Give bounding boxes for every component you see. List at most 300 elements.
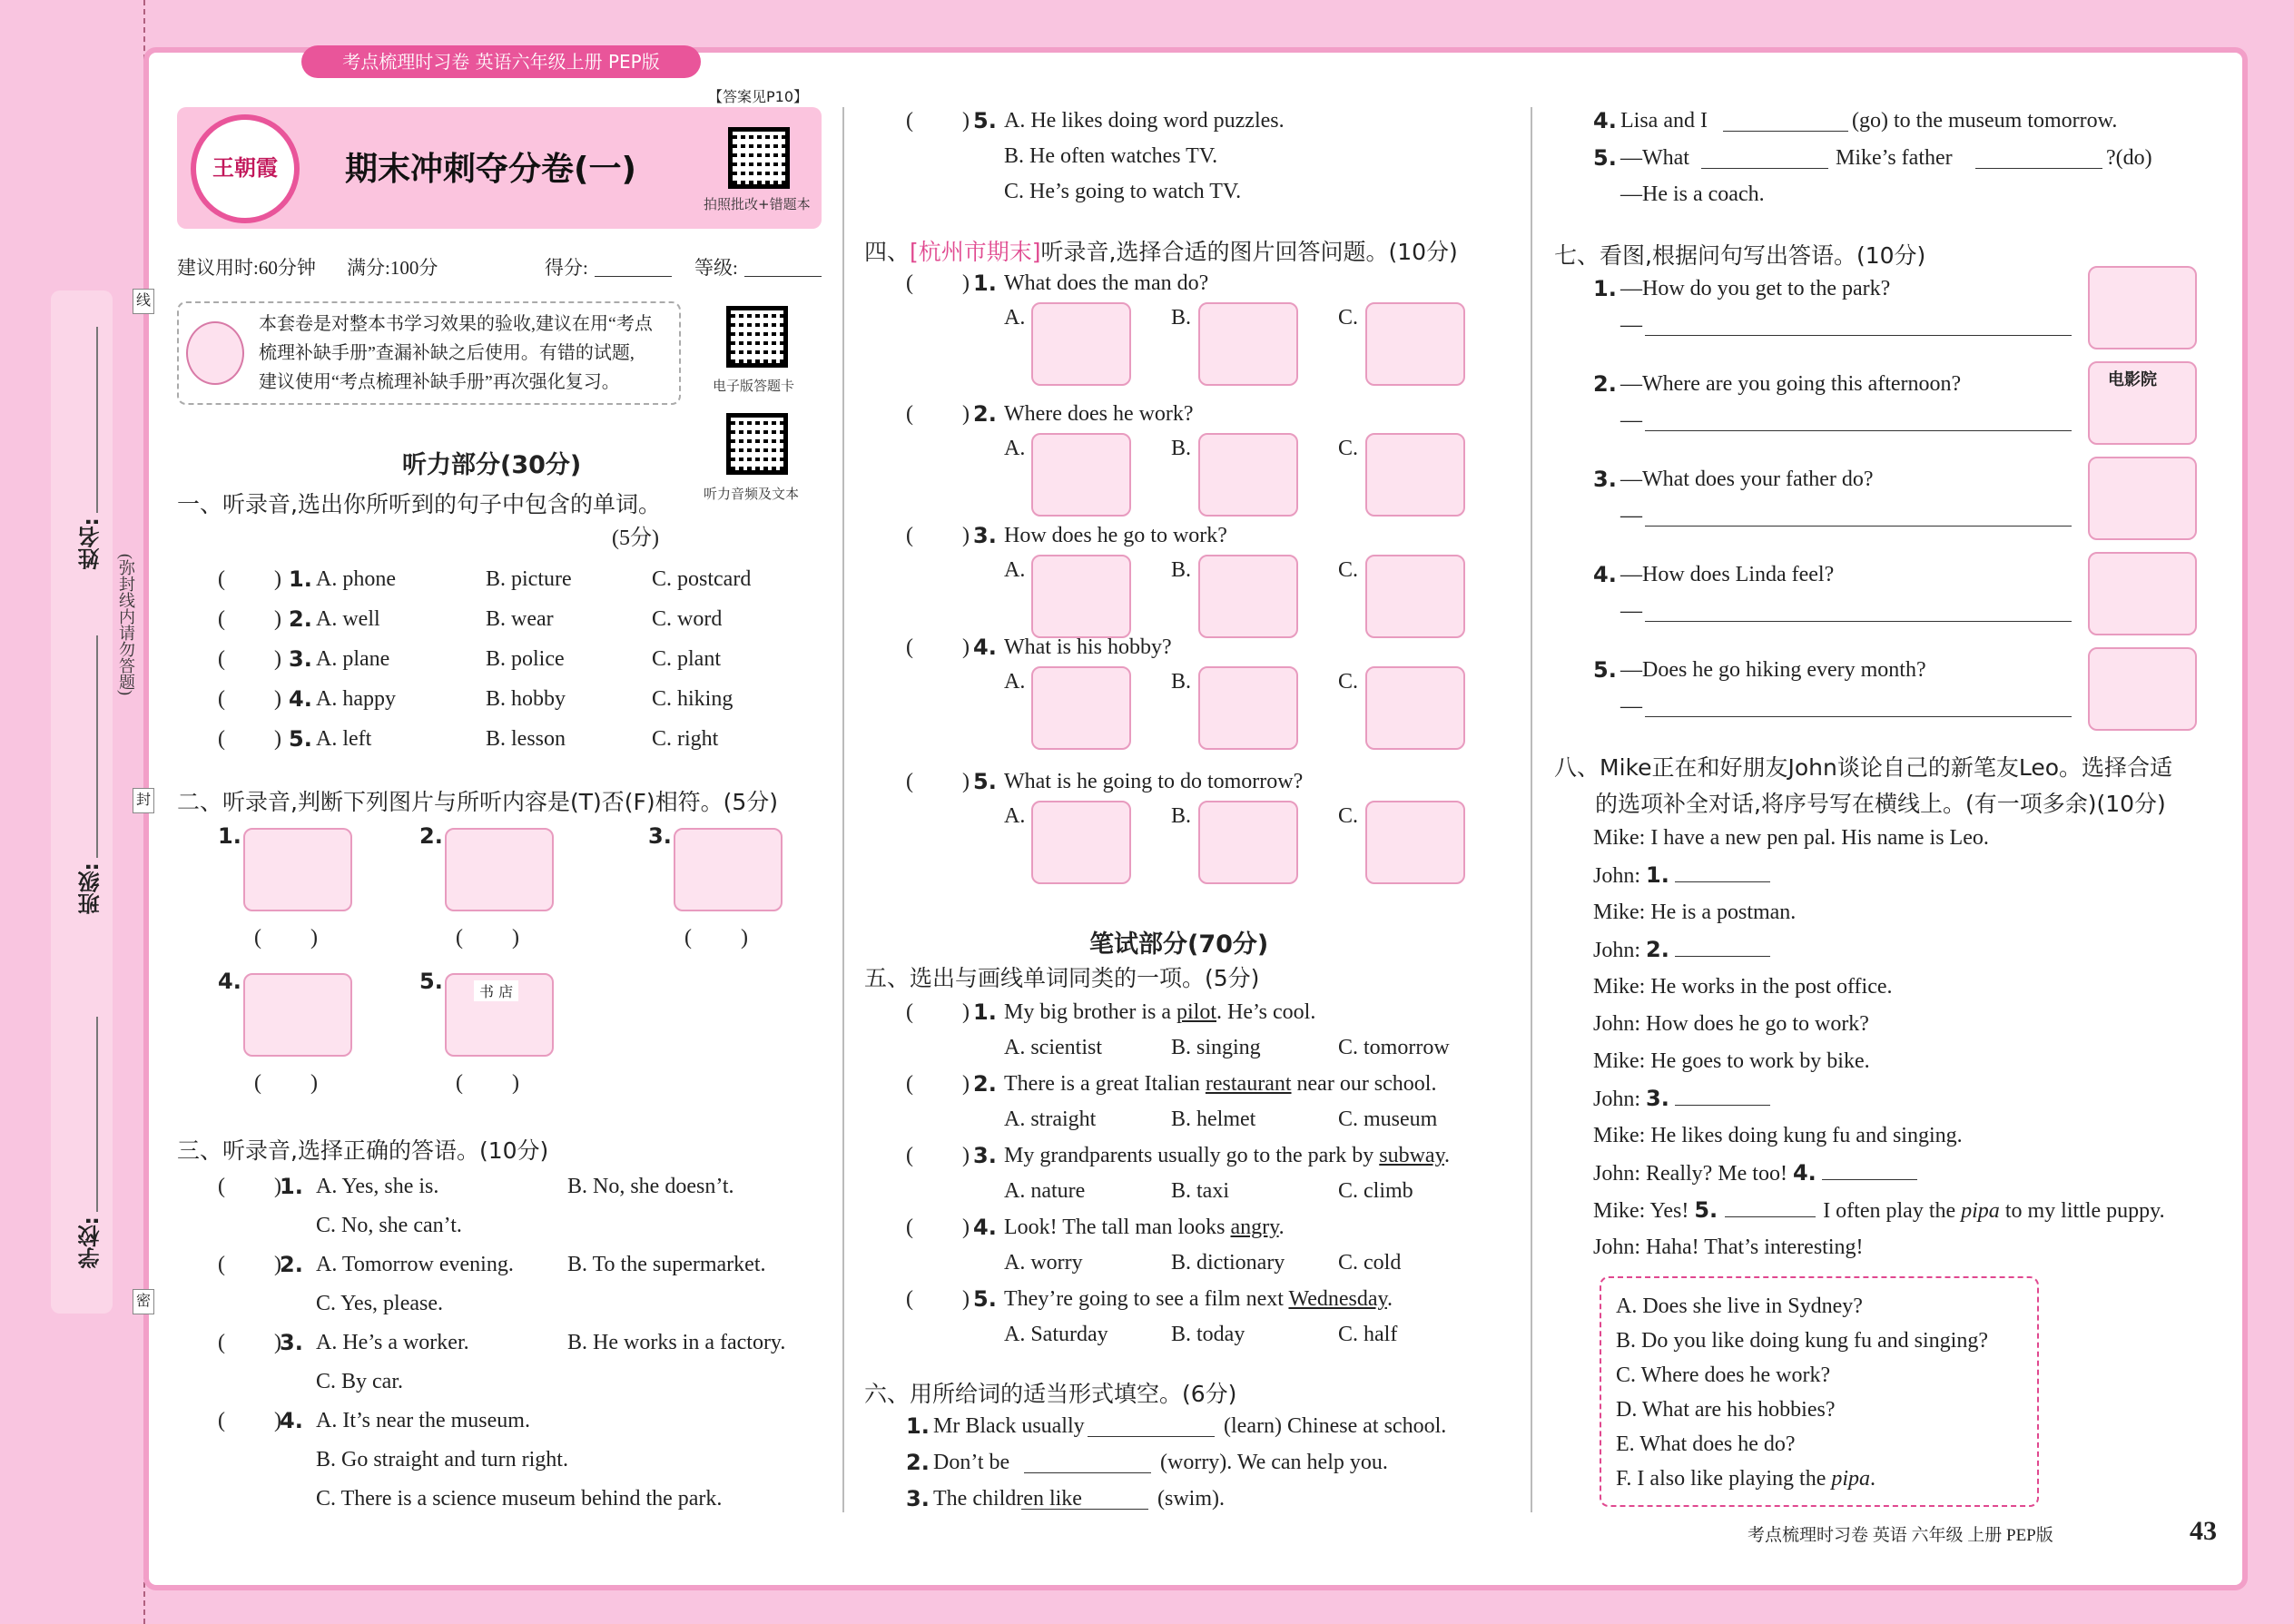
option-item: A. Does she live in Sydney? xyxy=(1616,1294,1863,1318)
qr-caption-answer-card: 电子版答题卡 xyxy=(713,378,795,394)
question-tail: (swim). xyxy=(1157,1487,1225,1511)
sentence-start: My big brother is a xyxy=(1004,1000,1177,1024)
answer-blank[interactable] xyxy=(1675,937,1770,957)
s1-item-open-paren: ( xyxy=(218,607,225,631)
s3-item-answer-slot[interactable] xyxy=(231,1251,267,1278)
s4-item-answer-slot[interactable] xyxy=(919,634,955,661)
option-b: B. picture xyxy=(486,567,572,591)
seal-mark-line: 线 xyxy=(133,289,154,314)
office-icon[interactable] xyxy=(1365,433,1465,517)
section-6-title: 六、用所给词的适当形式填空。(6分) xyxy=(864,1381,1237,1407)
option-label: B. xyxy=(1171,670,1192,694)
section-4-prefix: 四、 xyxy=(864,239,911,265)
s1-item-close-paren: ) xyxy=(274,647,281,671)
option: A. nature xyxy=(1004,1179,1086,1203)
dialog-text: John: Really? Me too! xyxy=(1593,1162,1793,1186)
pipa-word: pipa xyxy=(1831,1467,1871,1491)
answer-line[interactable] xyxy=(1645,621,2072,622)
s2-item-answer-slot[interactable] xyxy=(468,924,505,951)
school-label: 学校: xyxy=(78,1216,103,1269)
s4-item-answer-slot[interactable] xyxy=(919,400,955,428)
question-number: 5. xyxy=(973,769,997,794)
question-number: 2. xyxy=(906,1450,930,1475)
answer-reference: 【答案见P10】 xyxy=(708,88,809,105)
s5-item-close-paren: ) xyxy=(962,1144,970,1167)
cooking-boy-icon[interactable] xyxy=(1198,666,1298,750)
s2-item-open-paren: ( xyxy=(456,926,463,950)
s1-item-close-paren: ) xyxy=(274,727,281,751)
laptop-man-icon xyxy=(445,828,554,911)
s5-item-open-paren: ( xyxy=(906,1216,913,1239)
answer-dash: — xyxy=(1620,408,1642,432)
s5-item-answer-slot[interactable] xyxy=(919,1070,955,1097)
kung-fu-man-icon[interactable] xyxy=(1031,302,1131,386)
question-text: What does the man do? xyxy=(1004,271,1209,295)
answer-blank[interactable] xyxy=(1021,1509,1148,1510)
s4-item-close-paren: ) xyxy=(962,770,970,793)
s5-item-answer-slot[interactable] xyxy=(919,1214,955,1241)
underlined-word: restaurant xyxy=(1205,1072,1292,1096)
question-sentence xyxy=(1004,999,1315,1026)
answer-blank[interactable] xyxy=(1024,1472,1151,1473)
dialog-text: to my little puppy. xyxy=(1999,1199,2165,1223)
bookstore-icon xyxy=(445,973,554,1057)
question-text: —Where are you going this afternoon? xyxy=(1620,372,1962,396)
question-number: 3. xyxy=(973,1143,997,1168)
option-c: C. right xyxy=(652,727,719,751)
dialog-text: Mike: Yes! xyxy=(1593,1199,1695,1223)
answer-line[interactable] xyxy=(1645,716,2072,717)
answer-line: —He is a coach. xyxy=(1620,182,1765,206)
section-4-title-text: 听录音,选择合适的图片回答问题。(10分) xyxy=(1040,239,1458,265)
underlined-word: pilot xyxy=(1176,1000,1216,1024)
question-sentence xyxy=(1004,1285,1393,1313)
option: A. scientist xyxy=(1004,1036,1102,1059)
question-number: 3. xyxy=(1593,467,1617,492)
question-lead: Lisa and I xyxy=(1620,109,1708,133)
s1-item-open-paren: ( xyxy=(218,727,225,751)
s3-item-open-paren: ( xyxy=(218,1409,225,1432)
cyclist-icon xyxy=(243,828,352,911)
dialog-line xyxy=(1593,1085,1770,1113)
question-number: 1. xyxy=(973,999,997,1025)
sentence-start: My grandparents usually go to the park by xyxy=(1004,1144,1380,1167)
picture-number: 3. xyxy=(648,823,672,849)
dialog-line xyxy=(1593,861,1770,890)
option: C. museum xyxy=(1338,1107,1438,1131)
option-label: B. xyxy=(1171,306,1192,330)
qr-code-icon[interactable] xyxy=(726,306,788,368)
s3-item-open-paren: ( xyxy=(218,1175,225,1198)
s3-item-answer-slot[interactable] xyxy=(231,1173,267,1200)
s2-item-answer-slot[interactable] xyxy=(267,1069,303,1097)
s4-item-open-paren: ( xyxy=(906,524,913,547)
option-c: C. word xyxy=(652,607,723,631)
s1-item-open-paren: ( xyxy=(218,567,225,591)
question-tail: (learn) Chinese at school. xyxy=(1224,1414,1447,1438)
question-number: 4. xyxy=(973,635,997,660)
question-sentence xyxy=(1004,1214,1285,1241)
option: C. half xyxy=(1338,1323,1398,1346)
underlined-word: angry xyxy=(1230,1216,1279,1239)
dialog-text: John: xyxy=(1593,939,1647,962)
s2-item-open-paren: ( xyxy=(456,1071,463,1095)
option-a: A. well xyxy=(316,607,380,631)
picture-number: 5. xyxy=(419,969,443,994)
dialog-line xyxy=(1593,936,1770,964)
question-number: 3. xyxy=(906,1486,930,1511)
option: B. helmet xyxy=(1171,1107,1256,1131)
question-number: 4. xyxy=(973,1215,997,1240)
s2-item-close-paren: ) xyxy=(310,926,318,950)
option-a: A. He likes doing word puzzles. xyxy=(1004,109,1285,133)
option-text: F. I also like playing the xyxy=(1616,1467,1832,1491)
dialog-line xyxy=(1593,1159,1917,1187)
option: C. cold xyxy=(1338,1251,1402,1275)
s1-item-close-paren: ) xyxy=(274,687,281,711)
option-label: A. xyxy=(1004,670,1026,694)
s2-item-close-paren: ) xyxy=(512,1071,519,1095)
s4-item-open-paren: ( xyxy=(906,635,913,659)
sentence-end: near our school. xyxy=(1291,1072,1437,1096)
s5-item-open-paren: ( xyxy=(906,1287,913,1311)
option-b: B. No, she doesn’t. xyxy=(567,1175,734,1198)
s3-item-close-paren: ) xyxy=(274,1175,281,1198)
option-c: C. He’s going to watch TV. xyxy=(1004,180,1242,203)
s1-item-close-paren: ) xyxy=(274,607,281,631)
option-c: C. hiking xyxy=(652,687,733,711)
s1-item-answer-slot[interactable] xyxy=(231,725,267,753)
s5-item-open-paren: ( xyxy=(906,1144,913,1167)
qr-caption-grading: 拍照批改+错题本 xyxy=(704,196,811,212)
question-number: 4. xyxy=(1593,562,1617,587)
answer-dash: — xyxy=(1620,313,1642,337)
question-number: 5. xyxy=(973,1286,997,1312)
full-score-label: 满分:100分 xyxy=(347,257,438,279)
seal-warning: (弥封线内请勿答题) xyxy=(117,554,135,695)
answer-blank[interactable] xyxy=(1723,131,1848,132)
city-map-icon[interactable] xyxy=(1198,433,1298,517)
dialog-text: I often play the xyxy=(1823,1199,1962,1223)
answer-line[interactable] xyxy=(1645,526,2072,527)
question-lead: The children like xyxy=(933,1487,1082,1511)
option: C. tomorrow xyxy=(1338,1036,1450,1059)
hiker-icon[interactable] xyxy=(1031,666,1131,750)
s2-item-answer-slot[interactable] xyxy=(697,924,733,951)
column-divider xyxy=(842,107,844,1512)
tickets-icon[interactable] xyxy=(1198,801,1298,884)
option-b: B. Go straight and turn right. xyxy=(316,1448,568,1471)
s1-item-answer-slot[interactable] xyxy=(231,685,267,713)
s3-item-answer-slot[interactable] xyxy=(231,1329,267,1356)
name-line[interactable] xyxy=(96,327,98,513)
s3-item-close-paren: ) xyxy=(274,1331,281,1354)
seal-mark-secret: 密 xyxy=(133,1289,154,1314)
option-b: B. He often watches TV. xyxy=(1004,144,1218,168)
option-c: C. Yes, please. xyxy=(316,1292,444,1315)
blank-number: 1. xyxy=(1646,862,1669,888)
dialog-line xyxy=(1593,973,1893,1000)
question-sentence xyxy=(1004,1142,1450,1169)
s5-item-answer-slot[interactable] xyxy=(919,1142,955,1169)
s2-item-open-paren: ( xyxy=(254,926,261,950)
question-tail: (go) to the museum tomorrow. xyxy=(1852,109,2118,133)
s3-item-answer-slot[interactable] xyxy=(231,1407,267,1434)
s3-item5-open-paren: ( xyxy=(906,109,913,133)
answer-dash: — xyxy=(1620,694,1642,718)
option-label: C. xyxy=(1338,306,1359,330)
dialog-line xyxy=(1593,1010,1869,1038)
option-label: B. xyxy=(1171,804,1192,828)
note-line: 本套卷是对整本书学习效果的验收,建议在用“考点 xyxy=(259,314,653,334)
score-label: 得分: xyxy=(545,257,588,279)
s1-item-close-paren: ) xyxy=(274,567,281,591)
question-number: 2. xyxy=(973,1071,997,1097)
option-b: B. He works in a factory. xyxy=(567,1331,786,1354)
section-8-title-line-2: 的选项补全对话,将序号写在横线上。(有一项多余)(10分) xyxy=(1595,791,2166,817)
section-3-title: 三、听录音,选择正确的答语。(10分) xyxy=(177,1137,549,1164)
sentence-end: . xyxy=(1444,1144,1451,1167)
option: A. Saturday xyxy=(1004,1323,1108,1346)
sentence-start: There is a great Italian xyxy=(1004,1072,1206,1096)
writing-section-title: 笔试部分(70分) xyxy=(1089,930,1269,959)
s4-item-answer-slot[interactable] xyxy=(919,768,955,795)
policeman-icon[interactable] xyxy=(1198,302,1298,386)
question-sentence xyxy=(1004,1070,1436,1097)
school-line[interactable] xyxy=(96,1017,98,1212)
question-number: 1. xyxy=(973,271,997,296)
answer-blank[interactable] xyxy=(1822,1160,1917,1180)
option-a: A. phone xyxy=(316,567,396,591)
option-b: B. wear xyxy=(486,607,554,631)
answer-blank[interactable] xyxy=(1701,168,1828,169)
section-4-title xyxy=(864,234,1458,267)
question-text: —How does Linda feel? xyxy=(1620,563,1835,586)
page-title: 期末冲刺夺分卷(一) xyxy=(345,151,636,188)
option-b: B. hobby xyxy=(486,687,566,711)
grade-label: 等级: xyxy=(694,257,738,279)
class-line[interactable] xyxy=(96,635,98,858)
picture-number: 1. xyxy=(218,823,241,849)
question-number: 1. xyxy=(906,1413,930,1439)
s4-item-close-paren: ) xyxy=(962,402,970,426)
question-number: 5. xyxy=(973,108,997,133)
option-item xyxy=(1616,1465,1876,1492)
option: B. taxi xyxy=(1171,1179,1229,1203)
option-b: B. police xyxy=(486,647,565,671)
boatman-icon[interactable] xyxy=(1365,302,1465,386)
note-line: 建议使用“考点梳理补缺手册”再次强化复习。 xyxy=(259,372,620,392)
question-text: What is he going to do tomorrow? xyxy=(1004,770,1304,793)
option-label: B. xyxy=(1171,437,1192,460)
question-number: 4. xyxy=(280,1408,303,1433)
option-label: A. xyxy=(1004,437,1026,460)
option: C. climb xyxy=(1338,1179,1413,1203)
option-label: C. xyxy=(1338,558,1359,582)
time-label: 建议用时:60分钟 xyxy=(177,257,316,279)
picture-number: 2. xyxy=(419,823,443,849)
s3-item5-close-paren: ) xyxy=(962,109,970,133)
s3-item-close-paren: ) xyxy=(274,1253,281,1276)
section-5-title: 五、选出与画线单词同类的一项。(5分) xyxy=(864,965,1260,991)
binding-margin xyxy=(51,290,113,1314)
question-text: Where does he work? xyxy=(1004,402,1194,426)
pilot-man-icon xyxy=(2088,457,2197,540)
answer-dash: — xyxy=(1620,599,1642,623)
shopping-cart-icon[interactable] xyxy=(1365,801,1465,884)
answer-blank[interactable] xyxy=(1675,862,1770,882)
dialog-line xyxy=(1593,1196,2165,1225)
cinema-building-icon xyxy=(2088,361,2197,445)
dialog-text: Mike: I have a new pen pal. His name is Leo. xyxy=(1593,826,1989,850)
question-number: 5. xyxy=(1593,657,1617,683)
s4-item-answer-slot[interactable] xyxy=(919,270,955,297)
answer-blank[interactable] xyxy=(1088,1436,1215,1437)
dialog-text: John: xyxy=(1593,864,1647,888)
s4-item-answer-slot[interactable] xyxy=(919,522,955,549)
answer-line[interactable] xyxy=(1645,430,2072,431)
grade-field[interactable] xyxy=(744,276,822,277)
option-c: C. By car. xyxy=(316,1370,403,1393)
dialog-line xyxy=(1593,1048,1870,1075)
pipa-word: pipa xyxy=(1961,1199,2000,1223)
dialog-text: Mike: He is a postman. xyxy=(1593,901,1797,924)
dialog-text: Mike: He goes to work by bike. xyxy=(1593,1049,1870,1073)
dialog-text: John: xyxy=(1593,1088,1647,1111)
question-text: What is his hobby? xyxy=(1004,635,1172,659)
option-text: . xyxy=(1870,1467,1876,1491)
s1-item-answer-slot[interactable] xyxy=(231,566,267,593)
question-number: 2. xyxy=(280,1252,303,1277)
series-banner: 考点梳理时习卷 英语六年级上册 PEP版 xyxy=(301,45,701,78)
question-middle: Mike’s father xyxy=(1836,146,1953,170)
option-item: B. Do you like doing kung fu and singing? xyxy=(1616,1329,1988,1353)
s2-item-open-paren: ( xyxy=(254,1071,261,1095)
dialog-line: John: Haha! That’s interesting! xyxy=(1593,1235,1864,1259)
answer-blank[interactable] xyxy=(1675,1086,1770,1106)
sentence-end: . xyxy=(1278,1216,1285,1239)
note-line: 梳理补缺手册”查漏补缺之后使用。有错的试题, xyxy=(259,343,635,363)
worried-girl-icon xyxy=(674,828,783,911)
s5-item-open-paren: ( xyxy=(906,1072,913,1096)
s2-item-close-paren: ) xyxy=(741,926,748,950)
car-icon[interactable] xyxy=(1365,555,1465,638)
music-girl-icon xyxy=(243,973,352,1057)
s4-item-close-paren: ) xyxy=(962,524,970,547)
option: A. worry xyxy=(1004,1251,1083,1275)
dialog-line xyxy=(1593,824,1989,851)
option-a: A. left xyxy=(316,727,372,751)
s5-item-close-paren: ) xyxy=(962,1287,970,1311)
s3-item-open-paren: ( xyxy=(218,1253,225,1276)
s4-item-open-paren: ( xyxy=(906,271,913,295)
column-divider xyxy=(1531,107,1532,1512)
option-label: C. xyxy=(1338,437,1359,460)
answer-line[interactable] xyxy=(1645,335,2072,336)
s5-item-answer-slot[interactable] xyxy=(919,999,955,1026)
s2-item-answer-slot[interactable] xyxy=(267,924,303,951)
qr-code-icon[interactable] xyxy=(726,413,788,475)
s2-item-open-paren: ( xyxy=(684,926,692,950)
option-item: C. Where does he work? xyxy=(1616,1363,1831,1387)
option-b: B. lesson xyxy=(486,727,566,751)
question-number: 1. xyxy=(1593,276,1617,301)
sentence-start: Look! The tall man looks xyxy=(1004,1216,1231,1239)
s4-item-open-paren: ( xyxy=(906,402,913,426)
answer-blank[interactable] xyxy=(1975,168,2102,169)
s5-item-open-paren: ( xyxy=(906,1000,913,1024)
option-label: C. xyxy=(1338,804,1359,828)
score-field[interactable] xyxy=(595,276,672,277)
bus-icon[interactable] xyxy=(1031,555,1131,638)
question-number: 3. xyxy=(289,646,312,672)
s2-item-close-paren: ) xyxy=(512,926,519,950)
question-text: —What does your father do? xyxy=(1620,468,1874,491)
sentence-end: . He’s cool. xyxy=(1216,1000,1316,1024)
s1-item-open-paren: ( xyxy=(218,687,225,711)
sentence-start: They’re going to see a film next xyxy=(1004,1287,1289,1311)
horse-rider-icon xyxy=(2088,647,2197,731)
seal-mark-seal: 封 xyxy=(133,788,154,813)
s1-item-answer-slot[interactable] xyxy=(231,645,267,673)
taxi-icon xyxy=(2088,266,2197,349)
bicycle-icon[interactable] xyxy=(1198,555,1298,638)
s5-item-close-paren: ) xyxy=(962,1000,970,1024)
option-item: D. What are his hobbies? xyxy=(1616,1398,1836,1422)
s5-item-answer-slot[interactable] xyxy=(919,1285,955,1313)
option-item: E. What does he do? xyxy=(1616,1432,1796,1456)
question-tail: (worry). We can help you. xyxy=(1160,1451,1388,1474)
qr-code-icon[interactable] xyxy=(728,127,790,189)
question-number: 4. xyxy=(289,686,312,712)
page-footer: 考点梳理时习卷 英语 六年级 上册 PEP版 xyxy=(1748,1526,2053,1545)
answer-dash: — xyxy=(1620,504,1642,527)
option-label: B. xyxy=(1171,558,1192,582)
option: B. today xyxy=(1171,1323,1245,1346)
suitcase-icon[interactable] xyxy=(1031,801,1131,884)
dialog-text: Mike: He likes doing kung fu and singing. xyxy=(1593,1124,1963,1147)
s1-item-answer-slot[interactable] xyxy=(231,605,267,633)
gondola-icon[interactable] xyxy=(1031,433,1131,517)
brand-logo: 王朝霞 xyxy=(191,114,300,223)
cinema-icon[interactable] xyxy=(1365,666,1465,750)
name-label: 姓名: xyxy=(78,517,103,570)
shop-sign: 书 店 xyxy=(474,980,518,1001)
option-label: C. xyxy=(1338,670,1359,694)
s1-item-open-paren: ( xyxy=(218,647,225,671)
option-c: C. plant xyxy=(652,647,721,671)
option-c: C. There is a science museum behind the park. xyxy=(316,1487,723,1511)
s2-item-answer-slot[interactable] xyxy=(468,1069,505,1097)
dialog-line xyxy=(1593,1122,1963,1149)
s4-item-close-paren: ) xyxy=(962,635,970,659)
question-number: 1. xyxy=(280,1174,303,1199)
question-text: —Does he go hiking every month? xyxy=(1620,658,1926,682)
question-tail: ?(do) xyxy=(2106,146,2152,170)
answer-blank[interactable] xyxy=(1725,1197,1816,1217)
question-lead: Don’t be xyxy=(933,1451,1010,1474)
option-c: C. postcard xyxy=(652,567,752,591)
section-4-tag: [杭州市期末] xyxy=(910,239,1041,265)
option-a: A. happy xyxy=(316,687,396,711)
question-number: 1. xyxy=(289,566,312,592)
s3-item5-answer-slot[interactable] xyxy=(919,107,955,134)
option-a: A. Yes, she is. xyxy=(316,1175,439,1198)
s4-item-open-paren: ( xyxy=(906,770,913,793)
girl-avatar-icon xyxy=(186,321,244,385)
underlined-word: subway xyxy=(1379,1144,1445,1167)
blank-number: 3. xyxy=(1646,1086,1669,1111)
